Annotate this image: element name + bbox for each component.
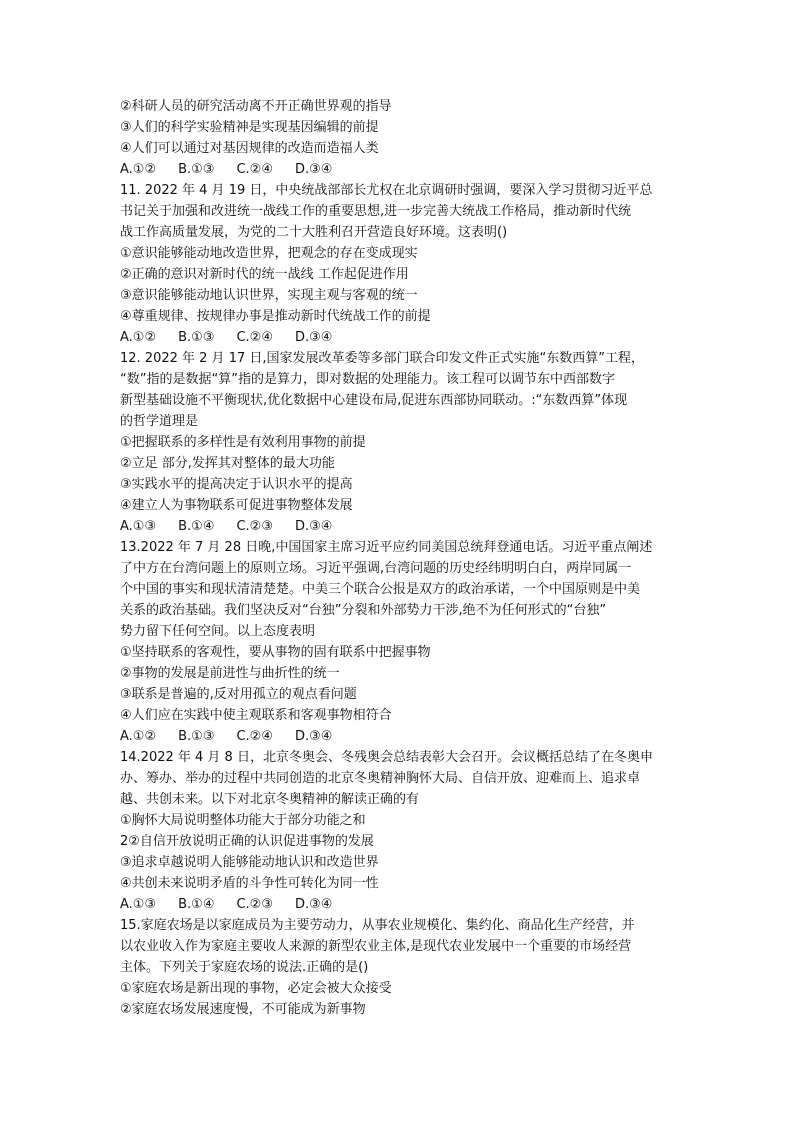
option-c[interactable]: C.②③ — [236, 897, 273, 912]
question-stem-line: 了中方在台湾问题上的原则立场。习近平强调,台湾问题的历史经纬明明白白，两岸同属一 — [120, 561, 632, 576]
option-c[interactable]: C.②④ — [236, 162, 273, 177]
statement-item: ④尊重规律、按规律办事是推动新时代统战工作的前提 — [120, 309, 431, 324]
statement-item: ②立足 部分,发挥其对整体的最大功能 — [120, 456, 335, 471]
statement-item: ④人们可以通过对基因规律的改造而造福人类 — [120, 141, 379, 156]
question-stem-line: 新型基础设施不平衡现状,优化数据中心建设布局,促进东西部协同联动。:“东数西算”体现 — [120, 393, 628, 408]
question-11 — [120, 180, 680, 348]
statement-item: ④人们应在实践中使主观联系和客观事物相符合 — [120, 708, 392, 723]
question-14 — [120, 747, 680, 915]
option-a[interactable]: A.①③ — [120, 519, 157, 534]
option-d[interactable]: D.③④ — [295, 330, 333, 345]
question-stem-line: 14.2022 年 4 月 8 日，北京冬奥会、冬残奥会总结表彰大会召开。会议概括总结了在冬奥申 — [120, 750, 653, 765]
answer-options — [120, 894, 680, 915]
question-13 — [120, 537, 680, 747]
statement-item: ①把握联系的多样性是有效利用事物的前提 — [120, 435, 366, 450]
statement-item: ④共创未来说明矛盾的斗争性可转化为同一性 — [120, 876, 379, 891]
question-stem-line: 战工作高质量发展，为党的二十大胜利召开营造良好环境。这表明() — [120, 225, 508, 240]
question-stem-line: 以农业收入作为家庭主要收人来源的新型农业主体,是现代农业发展中一个重要的市场经营 — [120, 939, 632, 954]
statement-item: ②事物的发展是前进性与曲折性的统一 — [120, 666, 340, 681]
option-a[interactable]: A.①② — [120, 162, 157, 177]
option-b[interactable]: B.①④ — [178, 519, 215, 534]
question-stem-line: 势力留下任何空间。以上态度表明 — [120, 624, 316, 639]
answer-options — [120, 516, 680, 537]
statement-item: ③实践水平的提高决定于认识水平的提高 — [120, 477, 353, 492]
option-b[interactable]: B.①③ — [178, 330, 215, 345]
question-stem-line: 个中国的事实和现状清清楚楚。中美三个联合公报是双方的政治承诺，一个中国原则是中美 — [120, 582, 641, 597]
statement-item: ③联系是普遍的,反对用孤立的观点看问题 — [120, 687, 357, 702]
question-stem-line: 11. 2022 年 4 月 19 日，中央统战部部长尤权在北京调研时强调，要深入学习贯彻习近平总 — [120, 183, 653, 198]
statement-item: ②家庭农场发展速度慢，不可能成为新事物 — [120, 1002, 366, 1017]
question-stem-line: 13.2022 年 7 月 28 日晚,中国国家主席习近平应约同美国总统拜登通电话。习近平重点阐述 — [120, 540, 653, 555]
option-b[interactable]: B.①③ — [178, 162, 215, 177]
statement-item: ①家庭农场是新出现的事物，必定会被大众接受 — [120, 981, 392, 996]
statement-item: ④建立人为事物联系可促进事物整体发展 — [120, 498, 353, 513]
question-stem-line: 12. 2022 年 2 月 17 日,国家发展改革委等多部门联合印发文件正式实施“东数西算”工程， — [120, 351, 644, 366]
question-stem-line: 越、共创未来。以下对北京冬奥精神的解读正确的有 — [120, 792, 420, 807]
question-stem-line: “数”指的是数据“算”指的是算力，即对数据的处理能力。该工程可以调节东中西部数字 — [120, 372, 615, 387]
statement-item: ①胸怀大局说明整体功能大于部分功能之和 — [120, 813, 366, 828]
question-stem-line: 的哲学道理是 — [120, 414, 199, 429]
option-b[interactable]: B.①④ — [178, 897, 215, 912]
option-d[interactable]: D.③④ — [295, 519, 333, 534]
statement-item: ①意识能够能动地改造世界，把观念的存在变成现实 — [120, 246, 418, 261]
option-d[interactable]: D.③④ — [295, 162, 333, 177]
option-a[interactable]: A.①② — [120, 729, 157, 744]
question-stem-line: 办、筹办、举办的过程中共同创造的北京冬奥精神胸怀大局、自信开放、迎难而上、追求卓 — [120, 771, 641, 786]
question-stem-line: 关系的政治基础。我们坚决反对“台独”分裂和外部势力干涉,绝不为任何形式的“台独” — [120, 603, 607, 618]
statement-item: ①坚持联系的客观性，要从事物的固有联系中把握事物 — [120, 645, 431, 660]
question-stem-line: 15.家庭农场是以家庭成员为主要劳动力，从事农业规模化、集约化、商品化生产经营，并 — [120, 918, 635, 933]
statement-item: ③追求卓越说明人能够能动地认识和改造世界 — [120, 855, 379, 870]
answer-options — [120, 159, 680, 180]
option-d[interactable]: D.③④ — [295, 729, 333, 744]
statement-item: ②正确的意识对新时代的统一战线 工作起促进作用 — [120, 267, 409, 282]
option-a[interactable]: A.①③ — [120, 897, 157, 912]
statement-item: ③人们的科学实验精神是实现基因编辑的前提 — [120, 120, 379, 135]
question-15 — [120, 915, 680, 1020]
answer-options — [120, 327, 680, 348]
answer-options — [120, 726, 680, 747]
option-d[interactable]: D.③④ — [295, 897, 333, 912]
option-a[interactable]: A.①② — [120, 330, 157, 345]
question-12 — [120, 348, 680, 537]
option-c[interactable]: C.②④ — [236, 330, 273, 345]
question-content — [120, 96, 680, 1020]
option-c[interactable]: C.②③ — [236, 519, 273, 534]
statement-item: 2②自信开放说明正确的认识促进事物的发展 — [120, 834, 374, 849]
option-b[interactable]: B.①③ — [178, 729, 215, 744]
question-stem-line: 主体。下列关于家庭农场的说法.正确的是() — [120, 960, 369, 975]
question-10-tail — [120, 96, 680, 180]
option-c[interactable]: C.②④ — [236, 729, 273, 744]
question-stem-line: 书记关于加强和改进统一战线工作的重要思想,进一步完善大统战工作格局，推动新时代统 — [120, 204, 632, 219]
statement-item: ③意识能够能动地认识世界，实现主观与客观的统一 — [120, 288, 418, 303]
statement-item: ②科研人员的研究活动离不开正确世界观的指导 — [120, 99, 392, 114]
